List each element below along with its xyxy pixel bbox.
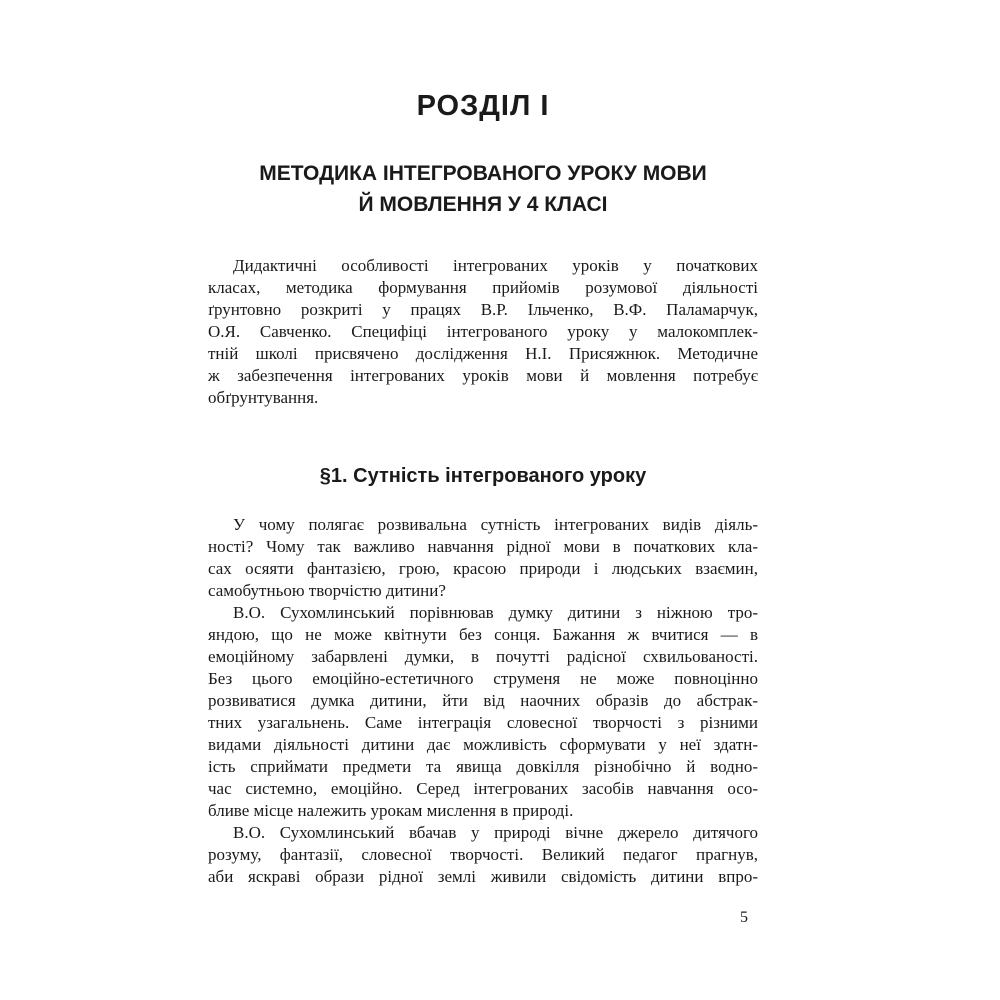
text-line: ість сприймати предмети та явища довкілля різнобічно й водно-: [208, 757, 758, 776]
chapter-subtitle-line: МЕТОДИКА ІНТЕГРОВАНОГО УРОКУ МОВИ: [259, 162, 707, 185]
text-line: В.О. Сухомлинський порівнював думку дитини з ніжною тро-: [233, 603, 758, 622]
intro-paragraph: [208, 255, 758, 409]
text-line: Без цього емоційно-естетичного струменя не може повноцінно: [208, 669, 758, 688]
text-line: яндою, що не може квітнути без сонця. Бажання ж вчитися — в: [208, 625, 758, 644]
text-line: ж забезпечення інтегрованих уроків мови й мовлення потребує: [208, 366, 758, 385]
text-line: тних узагальнень. Саме інтеграція словесної творчості з різними: [208, 713, 758, 732]
text-line: Дидактичні особливості інтегрованих уроків у початкових: [233, 256, 758, 275]
text-line: обґрунтування.: [208, 388, 319, 407]
text-line: У чому полягає розвивальна сутність інтегрованих видів діяль-: [233, 515, 758, 534]
section-body: [208, 514, 758, 888]
text-line: видами діяльності дитини дає можливість сформувати у неї здатн-: [208, 735, 758, 754]
text-line: В.О. Сухомлинський вбачав у природі вічне джерело дитячого: [233, 823, 758, 842]
chapter-title: РОЗДІЛ І: [416, 90, 550, 122]
chapter-subtitle-line: Й МОВЛЕННЯ У 4 КЛАСІ: [358, 193, 608, 216]
text-line: аби яскраві образи рідної землі живили свідомість дитини впро-: [208, 867, 758, 886]
chapter-subtitle: [208, 158, 758, 220]
text-line: розвиватися думка дитини, йти від наочних образів до абстрак-: [208, 691, 758, 710]
book-page: [208, 0, 758, 1000]
text-line: тній школі присвячено дослідження Н.І. Присяжнюк. Методичне: [208, 344, 758, 363]
text-line: класах, методика формування прийомів розумової діяльності: [208, 278, 758, 297]
text-line: емоційному забарвлені думки, в почутті радісної схвильованості.: [208, 647, 758, 666]
text-line: ґрунтовно розкриті у працях В.Р. Ільченко, В.Ф. Паламарчук,: [208, 300, 758, 319]
paragraph: [208, 514, 758, 602]
section-title: §1. Сутність інтегрованого уроку: [319, 465, 647, 487]
text-line: ності? Чому так важливо навчання рідної мови в початкових кла-: [208, 537, 758, 556]
text-line: розуму, фантазії, словесної творчості. Великий педагог прагнув,: [208, 845, 758, 864]
page-number: 5: [740, 909, 748, 926]
paragraph: [208, 602, 758, 822]
paragraph: [208, 822, 758, 888]
text-line: О.Я. Савченко. Специфіці інтегрованого уроку у малокомплек-: [208, 322, 758, 341]
text-line: самобутньою творчістю дитини?: [208, 581, 446, 600]
text-line: час системно, емоційно. Серед інтегрованих засобів навчання осо-: [208, 779, 758, 798]
text-line: бливе місце належить урокам мислення в природі.: [208, 801, 574, 820]
text-line: сах осяяти фантазією, грою, красою природи і людських взаємин,: [208, 559, 758, 578]
